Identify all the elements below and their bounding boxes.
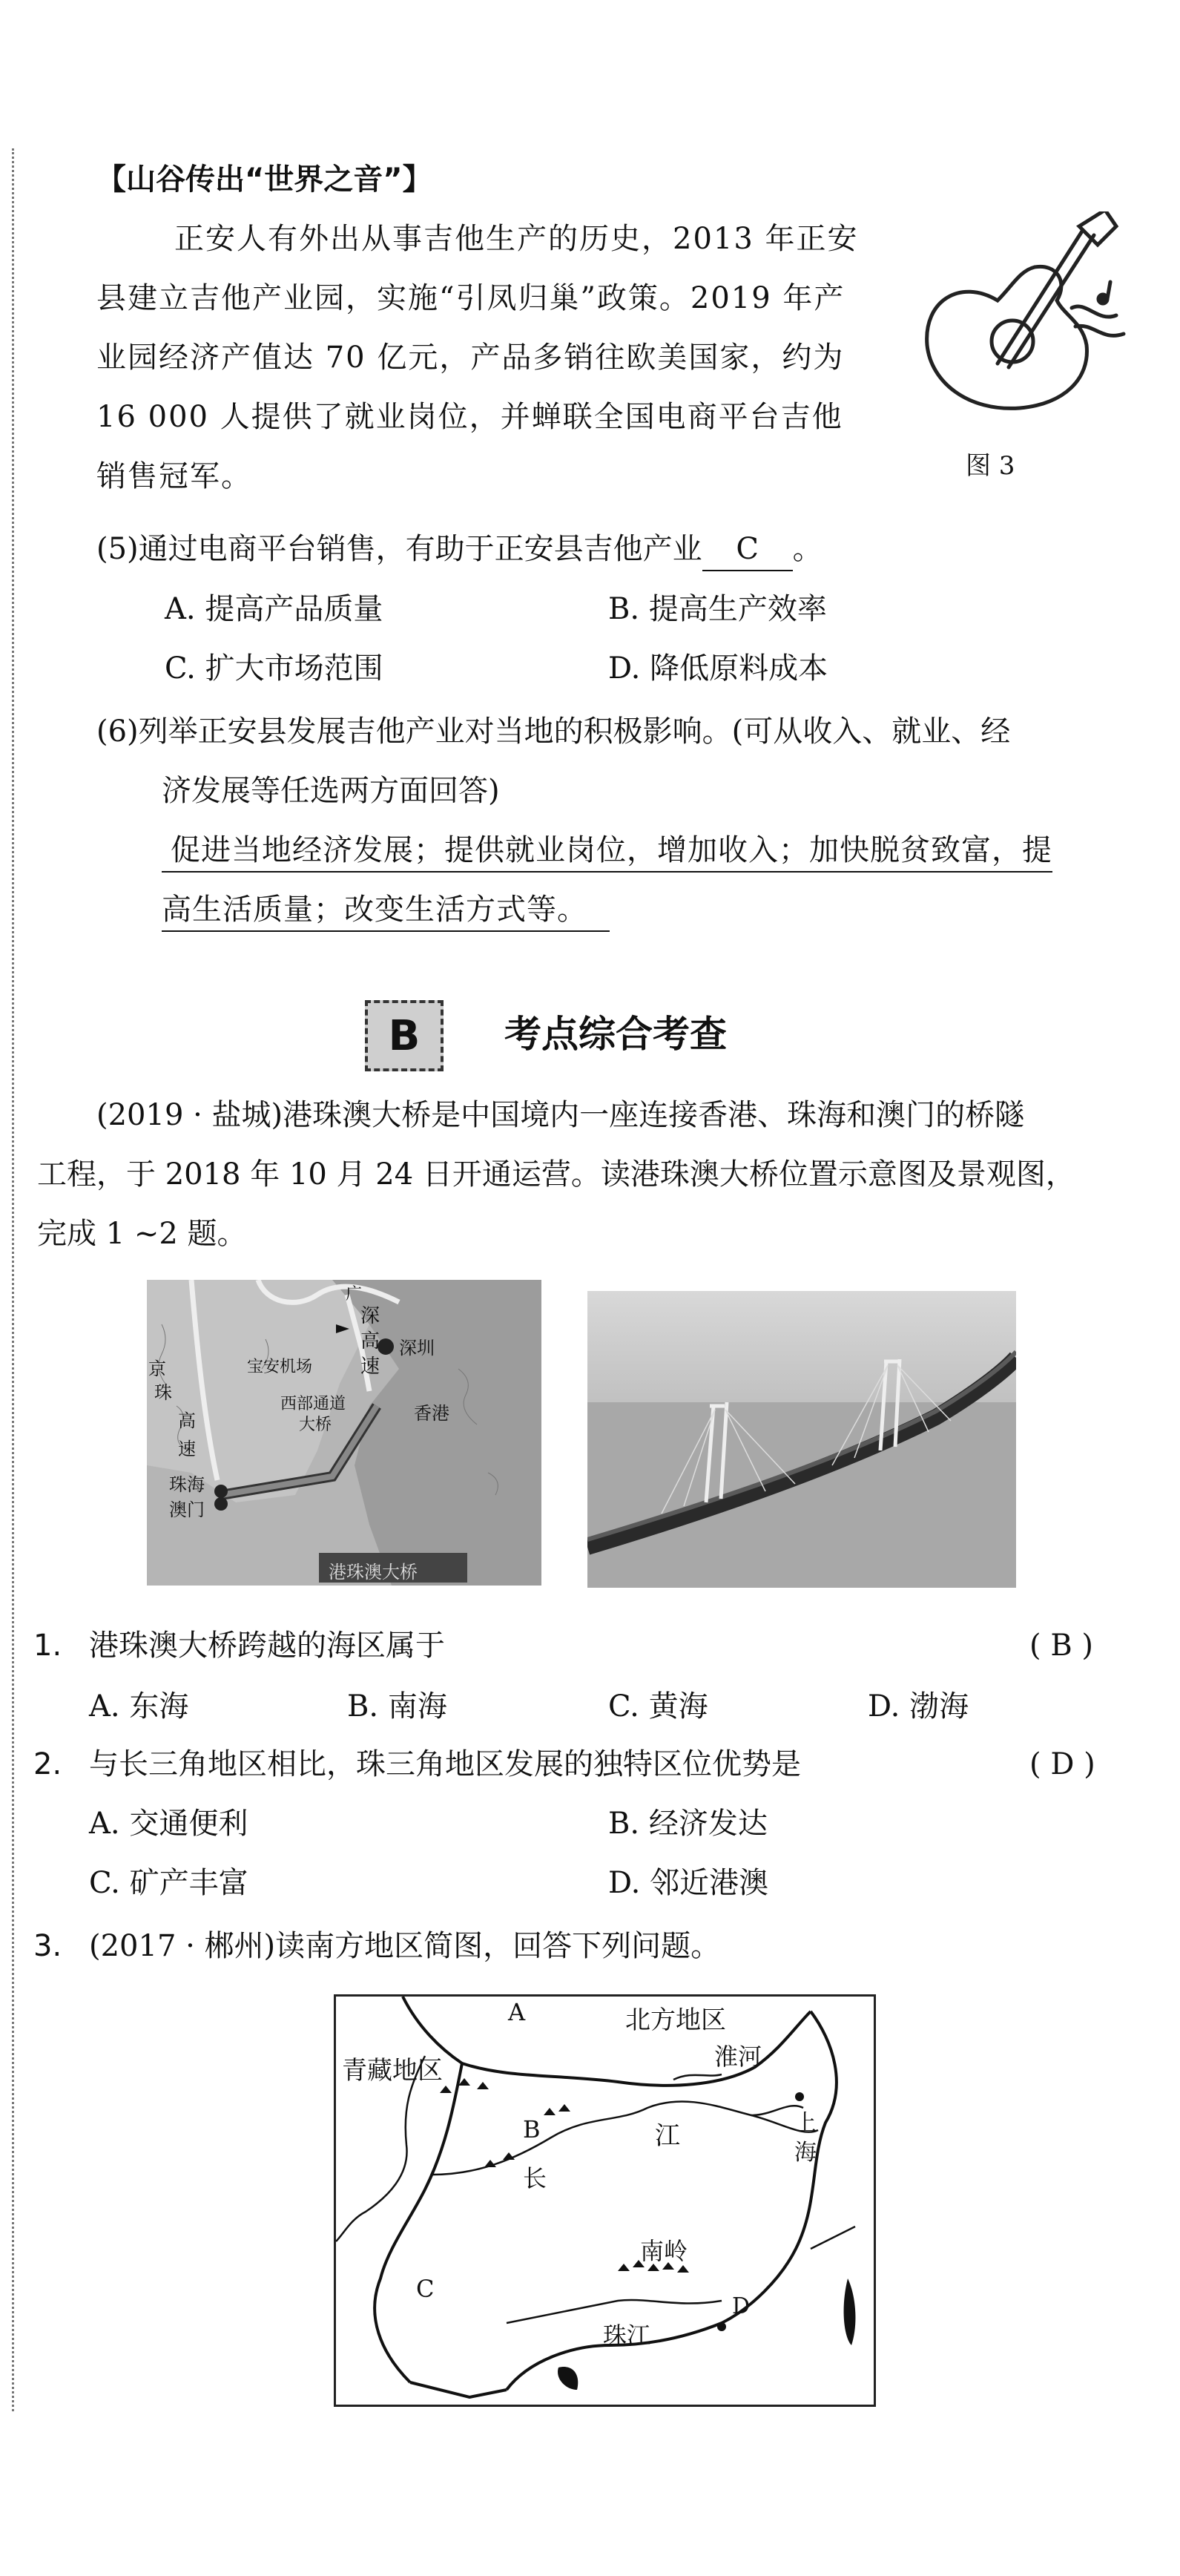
reading-line: 县建立吉他产业园，实施“引凤归巢”政策。2019 年产 <box>96 281 846 315</box>
map-label-gao2: 高 <box>178 1410 196 1431</box>
figure-caption: 图 3 <box>966 451 1015 481</box>
map-label-qingzang: 青藏地区 <box>342 2056 443 2086</box>
q3-stem: (2017 · 郴州)读南方地区简图，回答下列问题。 <box>89 1929 721 1963</box>
q2-option-b: B. 经济发达 <box>608 1807 768 1841</box>
map-label-zhujiang: 珠江 <box>603 2322 651 2350</box>
q1-number: 1. <box>33 1629 62 1663</box>
section-letter: B <box>388 1011 421 1060</box>
section-badge <box>365 1000 444 1071</box>
q5-answer: C <box>702 528 793 571</box>
southern-region-map <box>334 1994 876 2407</box>
q6-answer-line1: 促进当地经济发展；提供就业岗位，增加收入；加快脱贫致富，提 <box>162 829 1052 873</box>
map-label-huaihe: 淮河 <box>714 2043 762 2071</box>
map-label-bridge: 大桥 <box>299 1416 332 1434</box>
q2-option-a: A. 交通便利 <box>89 1807 248 1841</box>
q2-number: 2. <box>33 1747 62 1781</box>
map-label-jing: 京 <box>148 1358 166 1379</box>
map-label-north: 北方地区 <box>625 2005 726 2035</box>
map-label-c: C <box>416 2275 435 2303</box>
q2-stem: 与长三角地区相比，珠三角地区发展的独特区位优势是 <box>89 1747 801 1781</box>
q2-answer: ( D ) <box>1029 1747 1095 1781</box>
map-label-baoan: 宝安机场 <box>247 1358 313 1376</box>
map-label-b: B <box>523 2115 541 2143</box>
map-label-jiang: 江 <box>655 2121 680 2151</box>
q5-option-d: D. 降低原料成本 <box>608 651 828 686</box>
q3-number: 3. <box>33 1929 62 1963</box>
q5-option-c: C. 扩大市场范围 <box>165 651 383 686</box>
map-label-su: 速 <box>360 1356 380 1378</box>
map-label-guang: 广 <box>346 1285 363 1304</box>
intro-line: 完成 1 ~2 题。 <box>37 1217 247 1251</box>
bridge-landscape-photo <box>587 1291 1016 1588</box>
q6-stem-line1: (6)列举正安县发展吉他产业对当地的积极影响。(可从收入、就业、经 <box>96 714 1011 749</box>
q1-answer: ( B ) <box>1029 1629 1094 1663</box>
reading-line: 正安人有外出从事吉他生产的历史，2013 年正安 <box>174 222 859 256</box>
intro-line: 工程，于 2018 年 10 月 24 日开通运营。读港珠澳大桥位置示意图及景观图， <box>37 1157 1075 1192</box>
q5-stem <box>96 528 823 571</box>
q2-option-c: C. 矿产丰富 <box>89 1866 248 1900</box>
map-label-a: A <box>508 1998 526 2026</box>
section-title: 考点综合考查 <box>504 1013 727 1056</box>
margin-line <box>12 148 14 2411</box>
map-label-shen: 深 <box>360 1305 380 1327</box>
map-label-shang: 上 <box>794 2110 817 2136</box>
map-label-hai: 海 <box>794 2140 817 2166</box>
q1-option-a: A. 东海 <box>89 1689 189 1724</box>
q1-option-c: C. 黄海 <box>608 1689 708 1724</box>
map-label-zhu: 珠 <box>154 1382 172 1403</box>
map-label-su2: 速 <box>178 1439 196 1459</box>
q6-stem-line2: 济发展等任选两方面回答) <box>162 774 500 808</box>
q1-option-d: D. 渤海 <box>868 1689 969 1724</box>
map-label-hk: 香港 <box>414 1403 449 1424</box>
map-label-nanling: 南岭 <box>640 2237 688 2265</box>
q1-stem: 港珠澳大桥跨越的海区属于 <box>89 1629 445 1663</box>
map-label-macau: 澳门 <box>169 1499 205 1520</box>
q5-stem-text: (5)通过电商平台销售，有助于正安县吉他产业 <box>96 532 702 566</box>
map-label-d: D <box>732 2293 751 2319</box>
intro-line: (2019 · 盐城)港珠澳大桥是中国境内一座连接香港、珠海和澳门的桥隧 <box>96 1098 1025 1132</box>
guitar-figure <box>909 211 1131 441</box>
reading-heading: 【山谷传出“世界之音”】 <box>96 162 432 197</box>
q1-option-b: B. 南海 <box>347 1689 447 1724</box>
q5-end: 。 <box>792 532 823 566</box>
bridge-location-map <box>147 1280 541 1586</box>
q5-option-b: B. 提高生产效率 <box>608 592 827 626</box>
q5-option-a: A. 提高产品质量 <box>165 592 383 626</box>
map-label-hzmb: 港珠澳大桥 <box>329 1562 418 1583</box>
reading-line: 业园经济产值达 70 亿元，产品多销往欧美国家，约为 <box>96 341 845 375</box>
map-label-zhuhai: 珠海 <box>169 1474 205 1495</box>
map-label-chang: 长 <box>523 2164 547 2192</box>
reading-line: 16 000 人提供了就业岗位，并蝉联全国电商平台吉他 <box>96 400 843 434</box>
q2-option-d: D. 邻近港澳 <box>608 1866 769 1900</box>
map-label-shenzhen: 深圳 <box>399 1338 435 1358</box>
reading-line: 销售冠军。 <box>96 459 252 493</box>
q6-answer-line2: 高生活质量；改变生活方式等。 <box>162 889 610 932</box>
map-label-western: 西部通道 <box>280 1395 346 1413</box>
map-label-gao: 高 <box>360 1330 380 1353</box>
